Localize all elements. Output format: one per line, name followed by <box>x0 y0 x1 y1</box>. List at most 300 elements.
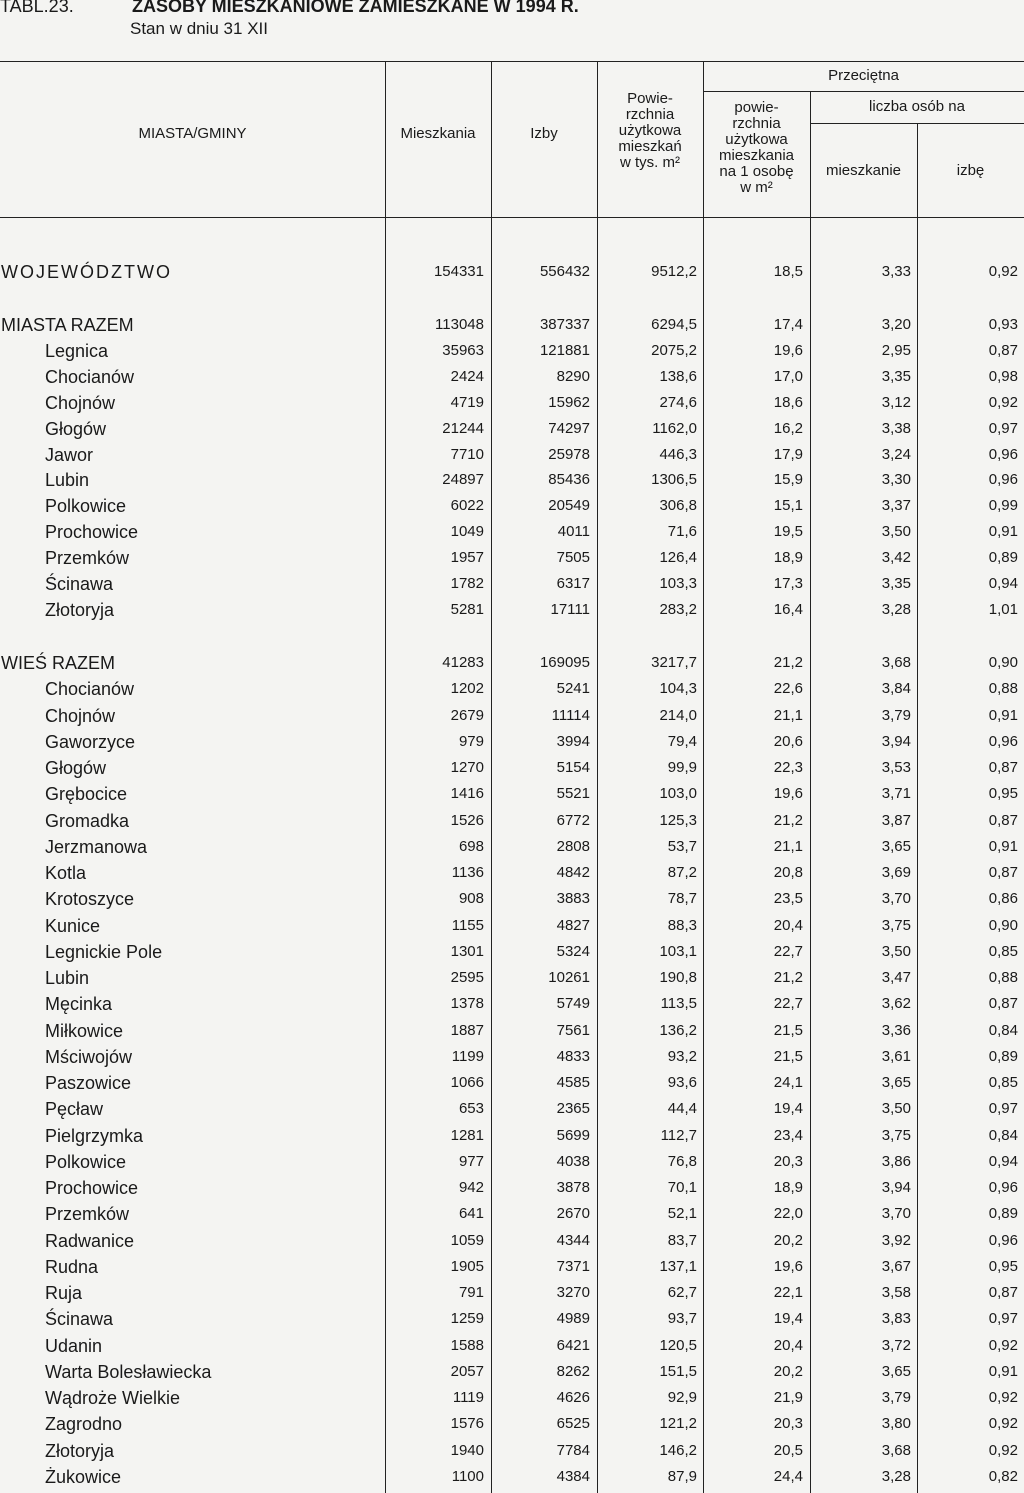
cell-mieszkania: 1100 <box>451 1467 484 1485</box>
header-line: w tys. m² <box>620 154 680 171</box>
cell-mieszkania: 4719 <box>450 393 484 411</box>
table-row <box>0 1282 1024 1308</box>
header-line: na 1 osobę <box>719 163 794 180</box>
table-row <box>0 366 1024 392</box>
cell-mieszkania: 977 <box>458 1152 484 1170</box>
cell-osob-na-mieszkanie: 3,92 <box>881 1231 911 1249</box>
cell-osob-na-mieszkanie: 3,70 <box>881 1205 911 1223</box>
cell-powierzchnia: 52,1 <box>667 1205 697 1223</box>
table-row <box>0 1072 1024 1098</box>
table-row <box>0 599 1024 625</box>
cell-izby: 556432 <box>539 263 590 280</box>
cell-pow-na-osobe: 24,1 <box>773 1074 803 1091</box>
table-row <box>0 967 1024 993</box>
row-name: Chojnów <box>45 705 116 726</box>
cell-izby: 4344 <box>556 1231 590 1249</box>
cell-osob-na-izbe: 0,82 <box>988 1467 1018 1485</box>
cell-izby: 6772 <box>556 811 590 829</box>
row-name: Jerzmanowa <box>45 836 148 857</box>
cell-powierzchnia: 112,7 <box>660 1126 697 1144</box>
cell-osob-na-mieszkanie: 3,38 <box>881 419 911 437</box>
table-title <box>0 0 579 18</box>
cell-mieszkania: 641 <box>458 1205 484 1223</box>
cell-mieszkania: 154331 <box>433 263 484 280</box>
table-row <box>0 810 1024 836</box>
cell-mieszkania: 1940 <box>450 1441 484 1459</box>
cell-osob-na-mieszkanie: 3,35 <box>881 575 911 592</box>
cell-pow-na-osobe: 23,4 <box>773 1126 803 1144</box>
cell-powierzchnia: 93,6 <box>667 1074 697 1091</box>
cell-osob-na-mieszkanie: 3,68 <box>881 654 911 671</box>
cell-izby: 3994 <box>556 732 590 750</box>
cell-powierzchnia: 76,8 <box>667 1152 697 1170</box>
cell-osob-na-izbe: 0,90 <box>988 654 1018 671</box>
cell-izby: 8262 <box>556 1362 590 1380</box>
cell-osob-na-izbe: 0,94 <box>988 575 1018 592</box>
cell-osob-na-izbe: 0,94 <box>988 1152 1018 1170</box>
cell-pow-na-osobe: 21,1 <box>773 706 803 724</box>
cell-mieszkania: 41283 <box>442 654 484 671</box>
header-przecietna: Przeciętna <box>828 67 899 84</box>
cell-osob-na-izbe: 0,91 <box>988 837 1018 855</box>
cell-mieszkania: 942 <box>458 1179 484 1196</box>
cell-osob-na-mieszkanie: 3,79 <box>881 1389 911 1406</box>
cell-izby: 74297 <box>548 419 590 437</box>
cell-izby: 4833 <box>556 1047 590 1065</box>
row-name: Ścinawa <box>45 1309 114 1330</box>
cell-pow-na-osobe: 19,6 <box>773 785 803 803</box>
cell-mieszkania: 908 <box>458 890 484 908</box>
row-name: Legnickie Pole <box>45 941 163 962</box>
cell-powierzchnia: 125,3 <box>659 811 697 829</box>
cell-osob-na-mieszkanie: 3,36 <box>881 1021 911 1039</box>
table-row <box>0 1020 1024 1046</box>
cell-osob-na-mieszkanie: 3,87 <box>881 811 911 829</box>
row-name: Warta Bolesławiecka <box>45 1361 212 1382</box>
cell-powierzchnia: 3217,7 <box>651 654 697 671</box>
cell-osob-na-izbe: 0,91 <box>988 523 1018 541</box>
cell-osob-na-mieszkanie: 3,50 <box>881 942 911 960</box>
cell-osob-na-mieszkanie: 3,33 <box>881 263 911 280</box>
cell-osob-na-izbe: 0,92 <box>988 1336 1018 1354</box>
cell-pow-na-osobe: 22,6 <box>773 680 803 698</box>
header-liczba-osob-na: liczba osób na <box>869 98 965 115</box>
row-name: Prochowice <box>45 1178 139 1198</box>
table-row <box>0 1177 1024 1203</box>
cell-mieszkania: 653 <box>458 1100 484 1118</box>
cell-powierzchnia: 88,3 <box>667 916 697 934</box>
cell-pow-na-osobe: 21,5 <box>773 1021 803 1039</box>
table-row <box>0 444 1024 470</box>
cell-osob-na-izbe: 0,89 <box>988 1205 1018 1223</box>
cell-pow-na-osobe: 19,4 <box>773 1310 803 1328</box>
cell-pow-na-osobe: 21,2 <box>773 811 803 829</box>
cell-osob-na-mieszkanie: 2,95 <box>881 341 911 359</box>
row-name: Żukowice <box>45 1466 122 1487</box>
row-name: Grębocice <box>45 784 128 805</box>
table-row <box>0 1203 1024 1229</box>
cell-powierzchnia: 6294,5 <box>651 316 697 333</box>
row-name: Lubin <box>45 470 90 491</box>
cell-pow-na-osobe: 21,5 <box>773 1047 803 1065</box>
cell-osob-na-mieszkanie: 3,83 <box>881 1310 911 1328</box>
cell-osob-na-mieszkanie: 3,47 <box>881 969 911 986</box>
cell-mieszkania: 698 <box>458 837 484 855</box>
cell-osob-na-izbe: 0,95 <box>988 1257 1018 1275</box>
cell-pow-na-osobe: 19,6 <box>773 341 803 359</box>
cell-powierzchnia: 283,2 <box>659 600 697 618</box>
cell-mieszkania: 1049 <box>450 523 484 541</box>
header-line: mieszkania <box>718 147 795 164</box>
cell-powierzchnia: 121,2 <box>659 1415 697 1433</box>
cell-izby: 4989 <box>556 1310 590 1328</box>
cell-osob-na-mieszkanie: 3,70 <box>881 890 911 908</box>
cell-powierzchnia: 137,1 <box>659 1257 697 1275</box>
cell-izby: 6525 <box>556 1415 590 1433</box>
cell-osob-na-izbe: 0,84 <box>988 1126 1018 1144</box>
row-name: Prochowice <box>45 522 139 543</box>
cell-pow-na-osobe: 17,9 <box>773 445 803 463</box>
cell-osob-na-mieszkanie: 3,84 <box>881 680 911 698</box>
row-name: Złotoryja <box>45 599 115 620</box>
table-row <box>0 836 1024 862</box>
row-name: Przemków <box>45 548 130 569</box>
cell-pow-na-osobe: 24,4 <box>773 1467 803 1485</box>
cell-pow-na-osobe: 20,4 <box>773 1336 803 1354</box>
header-line: użytkowa <box>618 122 682 139</box>
table-row <box>0 1440 1024 1466</box>
header-na-izbe: izbę <box>956 162 985 179</box>
table-row <box>0 340 1024 366</box>
cell-powierzchnia: 190,8 <box>659 969 697 986</box>
title-text: ZASOBY MIESZKANIOWE ZAMIESZKANE W 1994 R. <box>132 0 579 16</box>
cell-osob-na-mieszkanie: 3,50 <box>881 523 911 541</box>
row-name: Chojnów <box>45 392 116 413</box>
cell-izby: 5521 <box>556 785 590 803</box>
cell-osob-na-izbe: 0,91 <box>988 1362 1018 1380</box>
cell-izby: 3270 <box>556 1284 590 1301</box>
row-name: Radwanice <box>45 1230 135 1251</box>
cell-powierzchnia: 138,6 <box>659 367 697 385</box>
header-pow-na-osobe <box>703 100 810 196</box>
cell-powierzchnia: 87,2 <box>667 864 697 881</box>
cell-osob-na-izbe: 0,93 <box>988 316 1018 333</box>
table-row <box>0 731 1024 757</box>
cell-mieszkania: 1905 <box>450 1257 484 1275</box>
row-name: Paszowice <box>45 1073 132 1093</box>
cell-osob-na-izbe: 0,92 <box>988 1389 1018 1406</box>
table-row <box>0 1466 1024 1492</box>
cell-izby: 169095 <box>539 654 590 671</box>
cell-pow-na-osobe: 22,3 <box>773 759 803 776</box>
cell-izby: 4038 <box>556 1152 590 1170</box>
row-name: Wądroże Wielkie <box>45 1388 181 1408</box>
row-name: Polkowice <box>45 496 127 517</box>
cell-osob-na-izbe: 0,99 <box>988 497 1018 515</box>
cell-mieszkania: 1119 <box>452 1389 484 1406</box>
cell-izby: 20549 <box>548 497 590 515</box>
cell-powierzchnia: 44,4 <box>667 1100 697 1118</box>
cell-powierzchnia: 93,7 <box>667 1310 697 1328</box>
cell-izby: 11114 <box>551 706 590 724</box>
row-name: Kotla <box>45 863 87 883</box>
cell-mieszkania: 21244 <box>442 419 484 437</box>
table-row <box>0 1046 1024 1072</box>
cell-izby: 10261 <box>548 969 590 986</box>
header-bottom-rule <box>0 217 1024 218</box>
cell-osob-na-mieszkanie: 3,80 <box>881 1415 911 1433</box>
cell-powierzchnia: 104,3 <box>659 680 697 698</box>
cell-mieszkania: 5281 <box>450 600 484 618</box>
cell-osob-na-mieszkanie: 3,42 <box>881 549 911 567</box>
cell-osob-na-mieszkanie: 3,53 <box>881 759 911 776</box>
cell-izby: 2670 <box>556 1205 590 1223</box>
cell-mieszkania: 6022 <box>450 497 484 515</box>
cell-pow-na-osobe: 17,3 <box>773 575 803 592</box>
cell-osob-na-mieszkanie: 3,24 <box>881 445 911 463</box>
cell-pow-na-osobe: 21,9 <box>773 1389 803 1406</box>
cell-pow-na-osobe: 17,0 <box>773 367 803 385</box>
row-name: WIEŚ RAZEM <box>1 653 116 673</box>
cell-pow-na-osobe: 18,5 <box>773 263 803 280</box>
cell-osob-na-mieszkanie: 3,12 <box>881 393 911 411</box>
row-name: Głogów <box>45 418 107 439</box>
cell-osob-na-izbe: 0,87 <box>988 341 1018 359</box>
cell-pow-na-osobe: 20,8 <box>773 864 803 881</box>
cell-osob-na-mieszkanie: 3,30 <box>881 471 911 489</box>
row-name: Gromadka <box>45 810 130 831</box>
cell-mieszkania: 113048 <box>435 316 484 333</box>
cell-osob-na-izbe: 0,85 <box>988 942 1018 960</box>
cell-powierzchnia: 79,4 <box>667 732 697 750</box>
cell-pow-na-osobe: 16,4 <box>773 600 803 618</box>
cell-pow-na-osobe: 22,0 <box>773 1205 803 1223</box>
table-row <box>0 888 1024 914</box>
cell-mieszkania: 2679 <box>450 706 484 724</box>
cell-mieszkania: 1378 <box>450 995 484 1013</box>
cell-powierzchnia: 71,6 <box>667 523 697 541</box>
cell-izby: 5699 <box>556 1126 590 1144</box>
cell-mieszkania: 2595 <box>450 969 484 986</box>
cell-osob-na-mieszkanie: 3,67 <box>881 1257 911 1275</box>
cell-osob-na-izbe: 0,87 <box>988 1284 1018 1301</box>
cell-izby: 8290 <box>556 367 590 385</box>
cell-izby: 121881 <box>539 341 590 359</box>
table-row <box>0 757 1024 783</box>
row-name: Chocianów <box>45 366 135 387</box>
cell-izby: 387337 <box>539 316 590 333</box>
cell-powierzchnia: 53,7 <box>667 837 697 855</box>
table-row <box>0 1098 1024 1124</box>
cell-mieszkania: 979 <box>458 732 484 750</box>
cell-powierzchnia: 274,6 <box>659 393 697 411</box>
summary-row <box>0 652 1024 678</box>
cell-osob-na-mieszkanie: 3,20 <box>881 316 911 333</box>
header-line: rzchnia <box>732 115 781 132</box>
cell-powierzchnia: 1162,0 <box>652 419 697 437</box>
table-row <box>0 705 1024 731</box>
cell-izby: 4384 <box>556 1467 590 1485</box>
cell-mieszkania: 1059 <box>450 1231 484 1249</box>
cell-osob-na-mieszkanie: 3,28 <box>881 1467 911 1485</box>
cell-mieszkania: 1576 <box>450 1415 484 1433</box>
table-row <box>0 1230 1024 1256</box>
table-row <box>0 547 1024 573</box>
cell-pow-na-osobe: 17,4 <box>773 316 803 333</box>
cell-osob-na-izbe: 0,96 <box>988 471 1018 489</box>
cell-izby: 7784 <box>556 1441 590 1459</box>
cell-powierzchnia: 1306,5 <box>651 471 697 489</box>
table-row <box>0 521 1024 547</box>
cell-powierzchnia: 146,2 <box>659 1441 697 1459</box>
cell-osob-na-izbe: 0,92 <box>988 1441 1018 1459</box>
cell-osob-na-mieszkanie: 3,71 <box>881 785 911 803</box>
cell-osob-na-izbe: 0,84 <box>988 1021 1018 1039</box>
cell-pow-na-osobe: 18,6 <box>773 393 803 411</box>
cell-mieszkania: 1202 <box>450 680 484 698</box>
cell-powierzchnia: 103,1 <box>659 942 697 960</box>
header-line: powie- <box>734 99 779 116</box>
cell-osob-na-izbe: 0,88 <box>988 680 1018 698</box>
table-row <box>0 1413 1024 1439</box>
cell-izby: 15962 <box>548 393 590 411</box>
cell-pow-na-osobe: 20,3 <box>773 1152 803 1170</box>
cell-izby: 2365 <box>556 1100 590 1118</box>
cell-pow-na-osobe: 18,9 <box>773 1179 803 1196</box>
cell-powierzchnia: 92,9 <box>667 1389 697 1406</box>
cell-osob-na-mieszkanie: 3,94 <box>881 1179 911 1196</box>
cell-osob-na-mieszkanie: 3,65 <box>881 1074 911 1091</box>
cell-izby: 4626 <box>556 1389 590 1406</box>
cell-pow-na-osobe: 19,4 <box>773 1100 803 1118</box>
row-name: Zagrodno <box>45 1414 123 1435</box>
header-line: rzchnia <box>625 106 675 123</box>
cell-izby: 3883 <box>556 890 590 908</box>
row-name: Ruja <box>45 1283 83 1303</box>
cell-izby: 3878 <box>556 1179 590 1196</box>
table-row <box>0 1361 1024 1387</box>
table-subtitle: Stan w dniu 31 XII <box>130 19 268 38</box>
row-name: Krotoszyce <box>45 889 135 910</box>
cell-izby: 6317 <box>556 575 590 592</box>
cell-osob-na-izbe: 0,90 <box>988 916 1018 934</box>
cell-mieszkania: 1526 <box>450 811 484 829</box>
cell-osob-na-mieszkanie: 3,62 <box>881 995 911 1013</box>
cell-izby: 6421 <box>556 1336 590 1354</box>
cell-osob-na-mieszkanie: 3,61 <box>881 1047 911 1065</box>
row-name: Jawor <box>45 444 94 465</box>
cell-powierzchnia: 126,4 <box>659 549 697 567</box>
row-name: Gaworzyce <box>45 731 136 752</box>
cell-pow-na-osobe: 20,2 <box>773 1231 803 1249</box>
row-name: WOJEWÓDZTWO <box>1 262 172 282</box>
cell-powierzchnia: 62,7 <box>667 1284 697 1301</box>
cell-osob-na-izbe: 0,96 <box>988 1179 1018 1196</box>
cell-izby: 4842 <box>556 864 590 881</box>
cell-pow-na-osobe: 16,2 <box>773 419 803 437</box>
cell-osob-na-mieszkanie: 3,79 <box>881 706 911 724</box>
cell-osob-na-mieszkanie: 3,86 <box>881 1152 911 1170</box>
cell-powierzchnia: 83,7 <box>667 1231 697 1249</box>
cell-osob-na-izbe: 0,96 <box>988 445 1018 463</box>
cell-pow-na-osobe: 23,5 <box>773 890 803 908</box>
cell-mieszkania: 24897 <box>442 471 484 489</box>
cell-osob-na-mieszkanie: 3,75 <box>881 1126 911 1144</box>
cell-pow-na-osobe: 18,9 <box>773 549 803 567</box>
przecietna-rule <box>703 91 1024 92</box>
cell-izby: 85436 <box>548 471 590 489</box>
cell-pow-na-osobe: 20,2 <box>773 1362 803 1380</box>
cell-izby: 2808 <box>556 837 590 855</box>
row-name: Rudna <box>45 1256 99 1277</box>
row-name: Przemków <box>45 1204 130 1225</box>
cell-osob-na-mieszkanie: 3,35 <box>881 367 911 385</box>
cell-mieszkania: 1301 <box>450 942 484 960</box>
cell-osob-na-izbe: 0,92 <box>988 393 1018 411</box>
cell-mieszkania: 1588 <box>450 1336 484 1354</box>
row-name: Głogów <box>45 758 107 778</box>
cell-izby: 4827 <box>556 916 590 934</box>
cell-osob-na-mieszkanie: 3,58 <box>881 1284 911 1301</box>
cell-izby: 25978 <box>548 445 590 463</box>
cell-powierzchnia: 2075,2 <box>651 341 697 359</box>
cell-mieszkania: 1957 <box>450 549 484 567</box>
header-line: użytkowa <box>725 131 788 148</box>
row-name: Pęcław <box>45 1099 104 1120</box>
header-top-rule <box>0 61 1024 62</box>
row-name: Męcinka <box>45 994 113 1015</box>
table-row <box>0 1256 1024 1282</box>
row-name: Kunice <box>45 915 101 936</box>
table-row <box>0 993 1024 1019</box>
cell-osob-na-mieszkanie: 3,75 <box>881 916 911 934</box>
cell-osob-na-mieszkanie: 3,50 <box>881 1100 911 1118</box>
cell-mieszkania: 7710 <box>450 445 484 463</box>
cell-mieszkania: 2424 <box>450 367 484 385</box>
table-row <box>0 1387 1024 1413</box>
header-line: w m² <box>740 179 773 196</box>
cell-izby: 7505 <box>556 549 590 567</box>
cell-osob-na-izbe: 1,01 <box>988 600 1018 618</box>
cell-osob-na-izbe: 0,87 <box>988 864 1018 881</box>
cell-osob-na-izbe: 0,87 <box>988 995 1018 1013</box>
cell-osob-na-mieszkanie: 3,69 <box>881 864 911 881</box>
cell-mieszkania: 1270 <box>450 759 484 776</box>
cell-osob-na-izbe: 0,96 <box>988 1231 1018 1249</box>
cell-mieszkania: 1416 <box>450 785 484 803</box>
cell-powierzchnia: 78,7 <box>667 890 697 908</box>
header-line: mieszkań <box>618 138 682 155</box>
cell-osob-na-izbe: 0,97 <box>988 1310 1018 1328</box>
cell-osob-na-mieszkanie: 3,94 <box>881 732 911 750</box>
header-na-mieszkanie: mieszkanie <box>825 162 902 179</box>
cell-izby: 4011 <box>557 523 590 541</box>
cell-izby: 5154 <box>556 759 590 776</box>
table-row <box>0 1335 1024 1361</box>
cell-powierzchnia: 99,9 <box>667 759 697 776</box>
cell-pow-na-osobe: 21,2 <box>773 969 803 986</box>
cell-osob-na-izbe: 0,87 <box>988 811 1018 829</box>
cell-izby: 4585 <box>556 1074 590 1091</box>
cell-mieszkania: 1887 <box>450 1021 484 1039</box>
cell-pow-na-osobe: 20,6 <box>773 732 803 750</box>
row-name: Legnica <box>45 340 109 361</box>
row-name: MIASTA RAZEM <box>1 315 134 335</box>
cell-osob-na-izbe: 0,97 <box>988 419 1018 437</box>
row-name: Lubin <box>45 968 90 988</box>
table-row <box>0 1308 1024 1334</box>
row-name: Polkowice <box>45 1151 127 1172</box>
